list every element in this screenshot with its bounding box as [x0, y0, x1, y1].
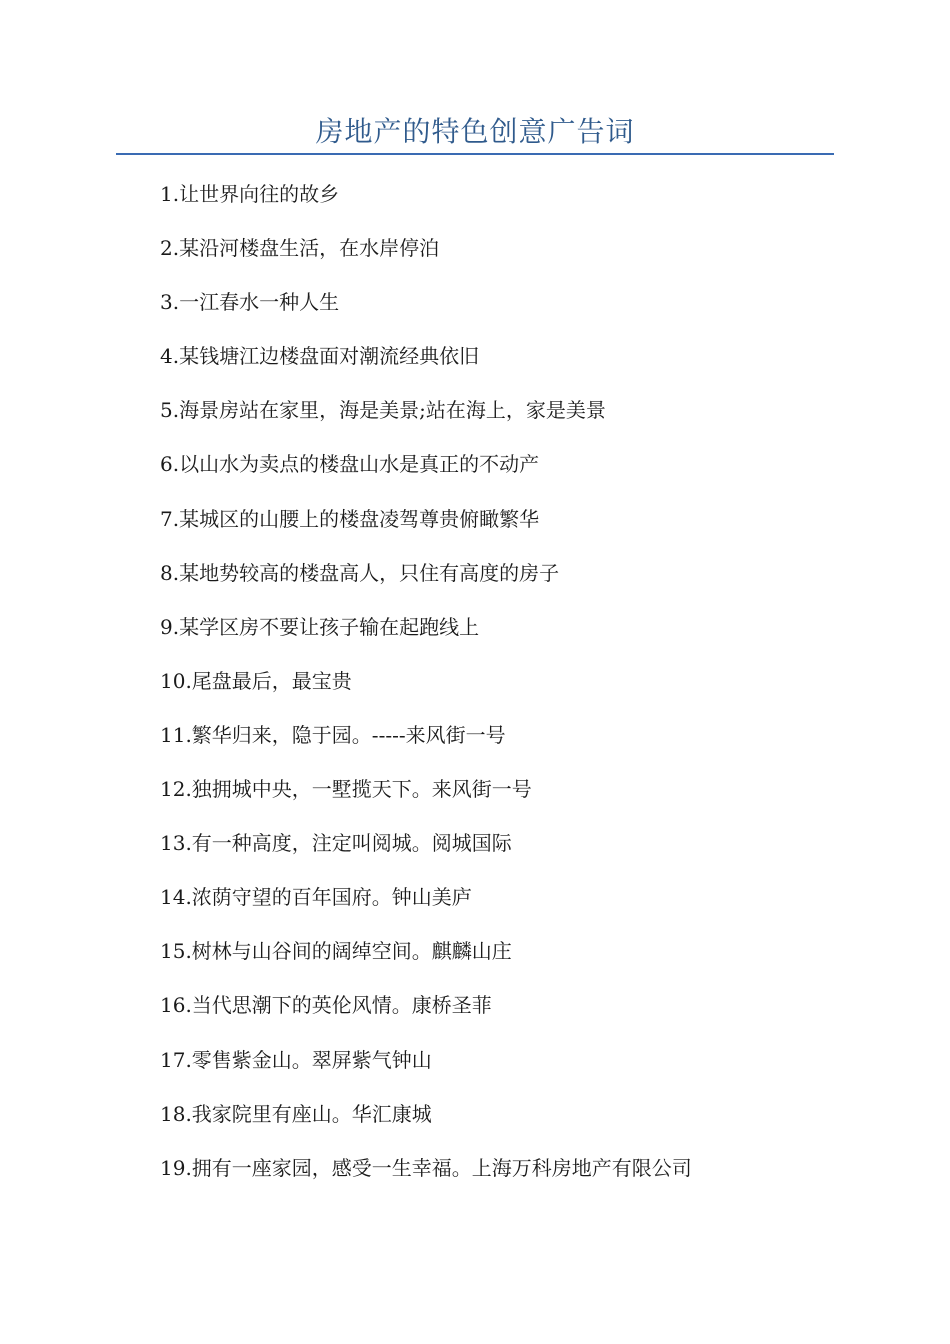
list-item: 5.海景房站在家里，海是美景;站在海上，家是美景 [160, 398, 606, 423]
list-item: 11.繁华归来，隐于园。-----来风街一号 [160, 722, 506, 747]
list-item: 2.某沿河楼盘生活，在水岸停泊 [160, 236, 440, 261]
list-item: 3.一江春水一种人生 [160, 290, 340, 315]
list-item: 12.独拥城中央，一墅揽天下。来风街一号 [160, 777, 532, 802]
list-item: 7.某城区的山腰上的楼盘凌驾尊贵俯瞰繁华 [160, 506, 540, 531]
document-title: 房地产的特色创意广告词 [315, 115, 635, 148]
list-item: 10.尾盘最后，最宝贵 [160, 668, 352, 693]
list-item: 1.让世界向往的故乡 [160, 182, 340, 206]
list-item: 6.以山水为卖点的楼盘山水是真正的不动产 [160, 452, 540, 477]
title-underline [116, 153, 834, 155]
slogan-list [160, 176, 860, 1204]
list-item: 9.某学区房不要让孩子输在起跑线上 [160, 614, 480, 639]
list-item: 18.我家院里有座山。华汇康城 [160, 1101, 432, 1126]
list-item: 17.零售紫金山。翠屏紫气钟山 [160, 1047, 432, 1072]
list-item: 8.某地势较高的楼盘高人，只住有高度的房子 [160, 560, 560, 585]
list-item: 16.当代思潮下的英伦风情。康桥圣菲 [160, 993, 492, 1018]
list-item: 13.有一种高度，注定叫阅城。阅城国际 [160, 831, 512, 856]
list-item: 14.浓荫守望的百年国府。钟山美庐 [160, 885, 472, 910]
list-item: 4.某钱塘江边楼盘面对潮流经典依旧 [160, 344, 480, 369]
list-item: 15.树林与山谷间的阔绰空间。麒麟山庄 [160, 939, 512, 964]
list-item: 19.拥有一座家园，感受一生幸福。上海万科房地产有限公司 [160, 1155, 692, 1180]
